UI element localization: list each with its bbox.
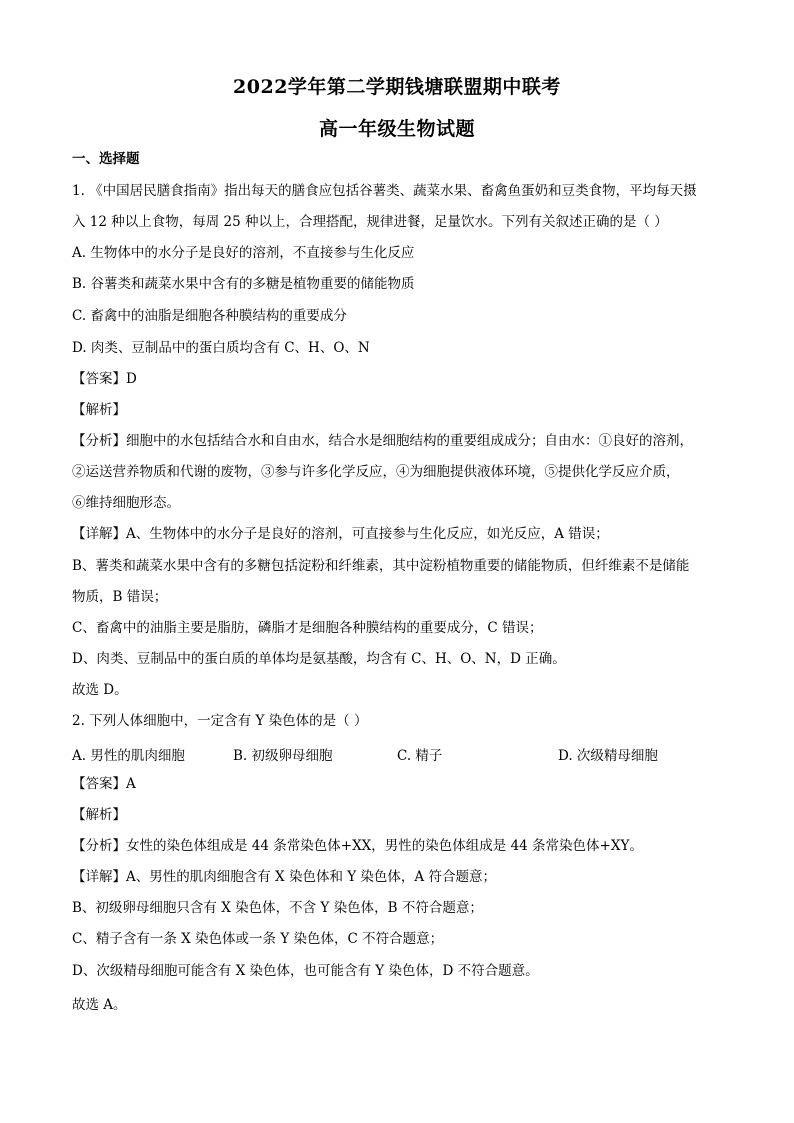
q2-xiangjie-line-1: 【详解】A、男性的肌肉细胞含有 X 染色体和 Y 染色体，A 符合题意； [72, 869, 496, 885]
q1-option-d: D. 肉类、豆制品中的蛋白质均含有 C、H、O、N [72, 340, 370, 356]
q2-options [72, 744, 732, 762]
q1-option-c: C. 畜禽中的油脂是细胞各种膜结构的重要成分 [72, 308, 347, 324]
q1-xiangjie-line-1: 【详解】A、生物体中的水分子是良好的溶剂，可直接参与生化反应，如光反应，A 错误； [72, 526, 609, 542]
q1-xiangjie-line-4: C、畜禽中的油脂主要是脂肪，磷脂才是细胞各种膜结构的重要成分，C 错误； [72, 620, 543, 636]
q1-xiangjie-line-3: 物质，B 错误； [72, 589, 168, 605]
q1-xiangjie-line-2: B、薯类和蔬菜水果中含有的多糖包括淀粉和纤维素，其中淀粉植物重要的储能物质，但纤维素不是储能 [72, 558, 690, 574]
q1-fenxi-line-2: ②运送营养物质和代谢的废物，③参与许多化学反应，④为细胞提供液体环境，⑤提供化学反应介质， [72, 464, 680, 480]
q2-option-d: D. 次级精母细胞 [558, 748, 658, 764]
q2-option-b: B. 初级卵母细胞 [233, 748, 333, 764]
q2-xiangjie-line-4: D、次级精母细胞可能含有 X 染色体，也可能含有 Y 染色体，D 不符合题意。 [72, 963, 539, 979]
q1-option-b: B. 谷薯类和蔬菜水果中含有的多糖是植物重要的储能物质 [72, 276, 415, 292]
q2-option-a: A. 男性的肌肉细胞 [72, 748, 185, 764]
exam-subtitle: 高一年级生物试题 [318, 118, 475, 140]
q2-conclusion: 故选 A。 [72, 997, 127, 1013]
q1-option-a: A. 生物体中的水分子是良好的溶剂，不直接参与生化反应 [72, 245, 415, 261]
q2-option-c: C. 精子 [397, 748, 443, 764]
section-heading: 一、选择题 [72, 151, 140, 167]
q2-xiangjie-line-2: B、初级卵母细胞只含有 X 染色体，不含 Y 染色体，B 不符合题意； [72, 900, 483, 916]
q1-analysis-heading: 【解析】 [72, 402, 126, 418]
q1-fenxi-line-3: ⑥维持细胞形态。 [72, 495, 180, 511]
q2-analysis-heading: 【解析】 [72, 807, 126, 823]
exam-title: 2022学年第二学期钱塘联盟期中联考 [233, 76, 561, 98]
q1-fenxi-line-1: 【分析】细胞中的水包括结合水和自由水，结合水是细胞结构的重要组成成分；自由水：①良好的溶剂， [72, 433, 693, 449]
q2-stem: 2. 下列人体细胞中，一定含有 Y 染色体的是（ ） [72, 713, 368, 729]
q1-answer: 【答案】D [72, 371, 137, 387]
q1-stem-line-2: 入 12 种以上食物，每周 25 种以上，合理搭配，规律进餐，足量饮水。下列有关叙述正确的是（ ） [72, 214, 668, 230]
q1-xiangjie-line-5: D、肉类、豆制品中的蛋白质的单体均是氨基酸，均含有 C、H、O、N，D 正确。 [72, 651, 566, 667]
q1-stem-line-1: 1. 《中国居民膳食指南》指出每天的膳食应包括谷薯类、蔬菜水果、畜禽鱼蛋奶和豆类食物，平均每天摄 [72, 183, 697, 199]
q2-xiangjie-line-3: C、精子含有一条 X 染色体或一条 Y 染色体，C 不符合题意； [72, 931, 444, 947]
q2-answer: 【答案】A [72, 776, 136, 792]
q2-fenxi: 【分析】女性的染色体组成是 44 条常染色体+XX，男性的染色体组成是 44 条常染色体+XY。 [72, 838, 643, 854]
q1-conclusion: 故选 D。 [72, 682, 128, 698]
